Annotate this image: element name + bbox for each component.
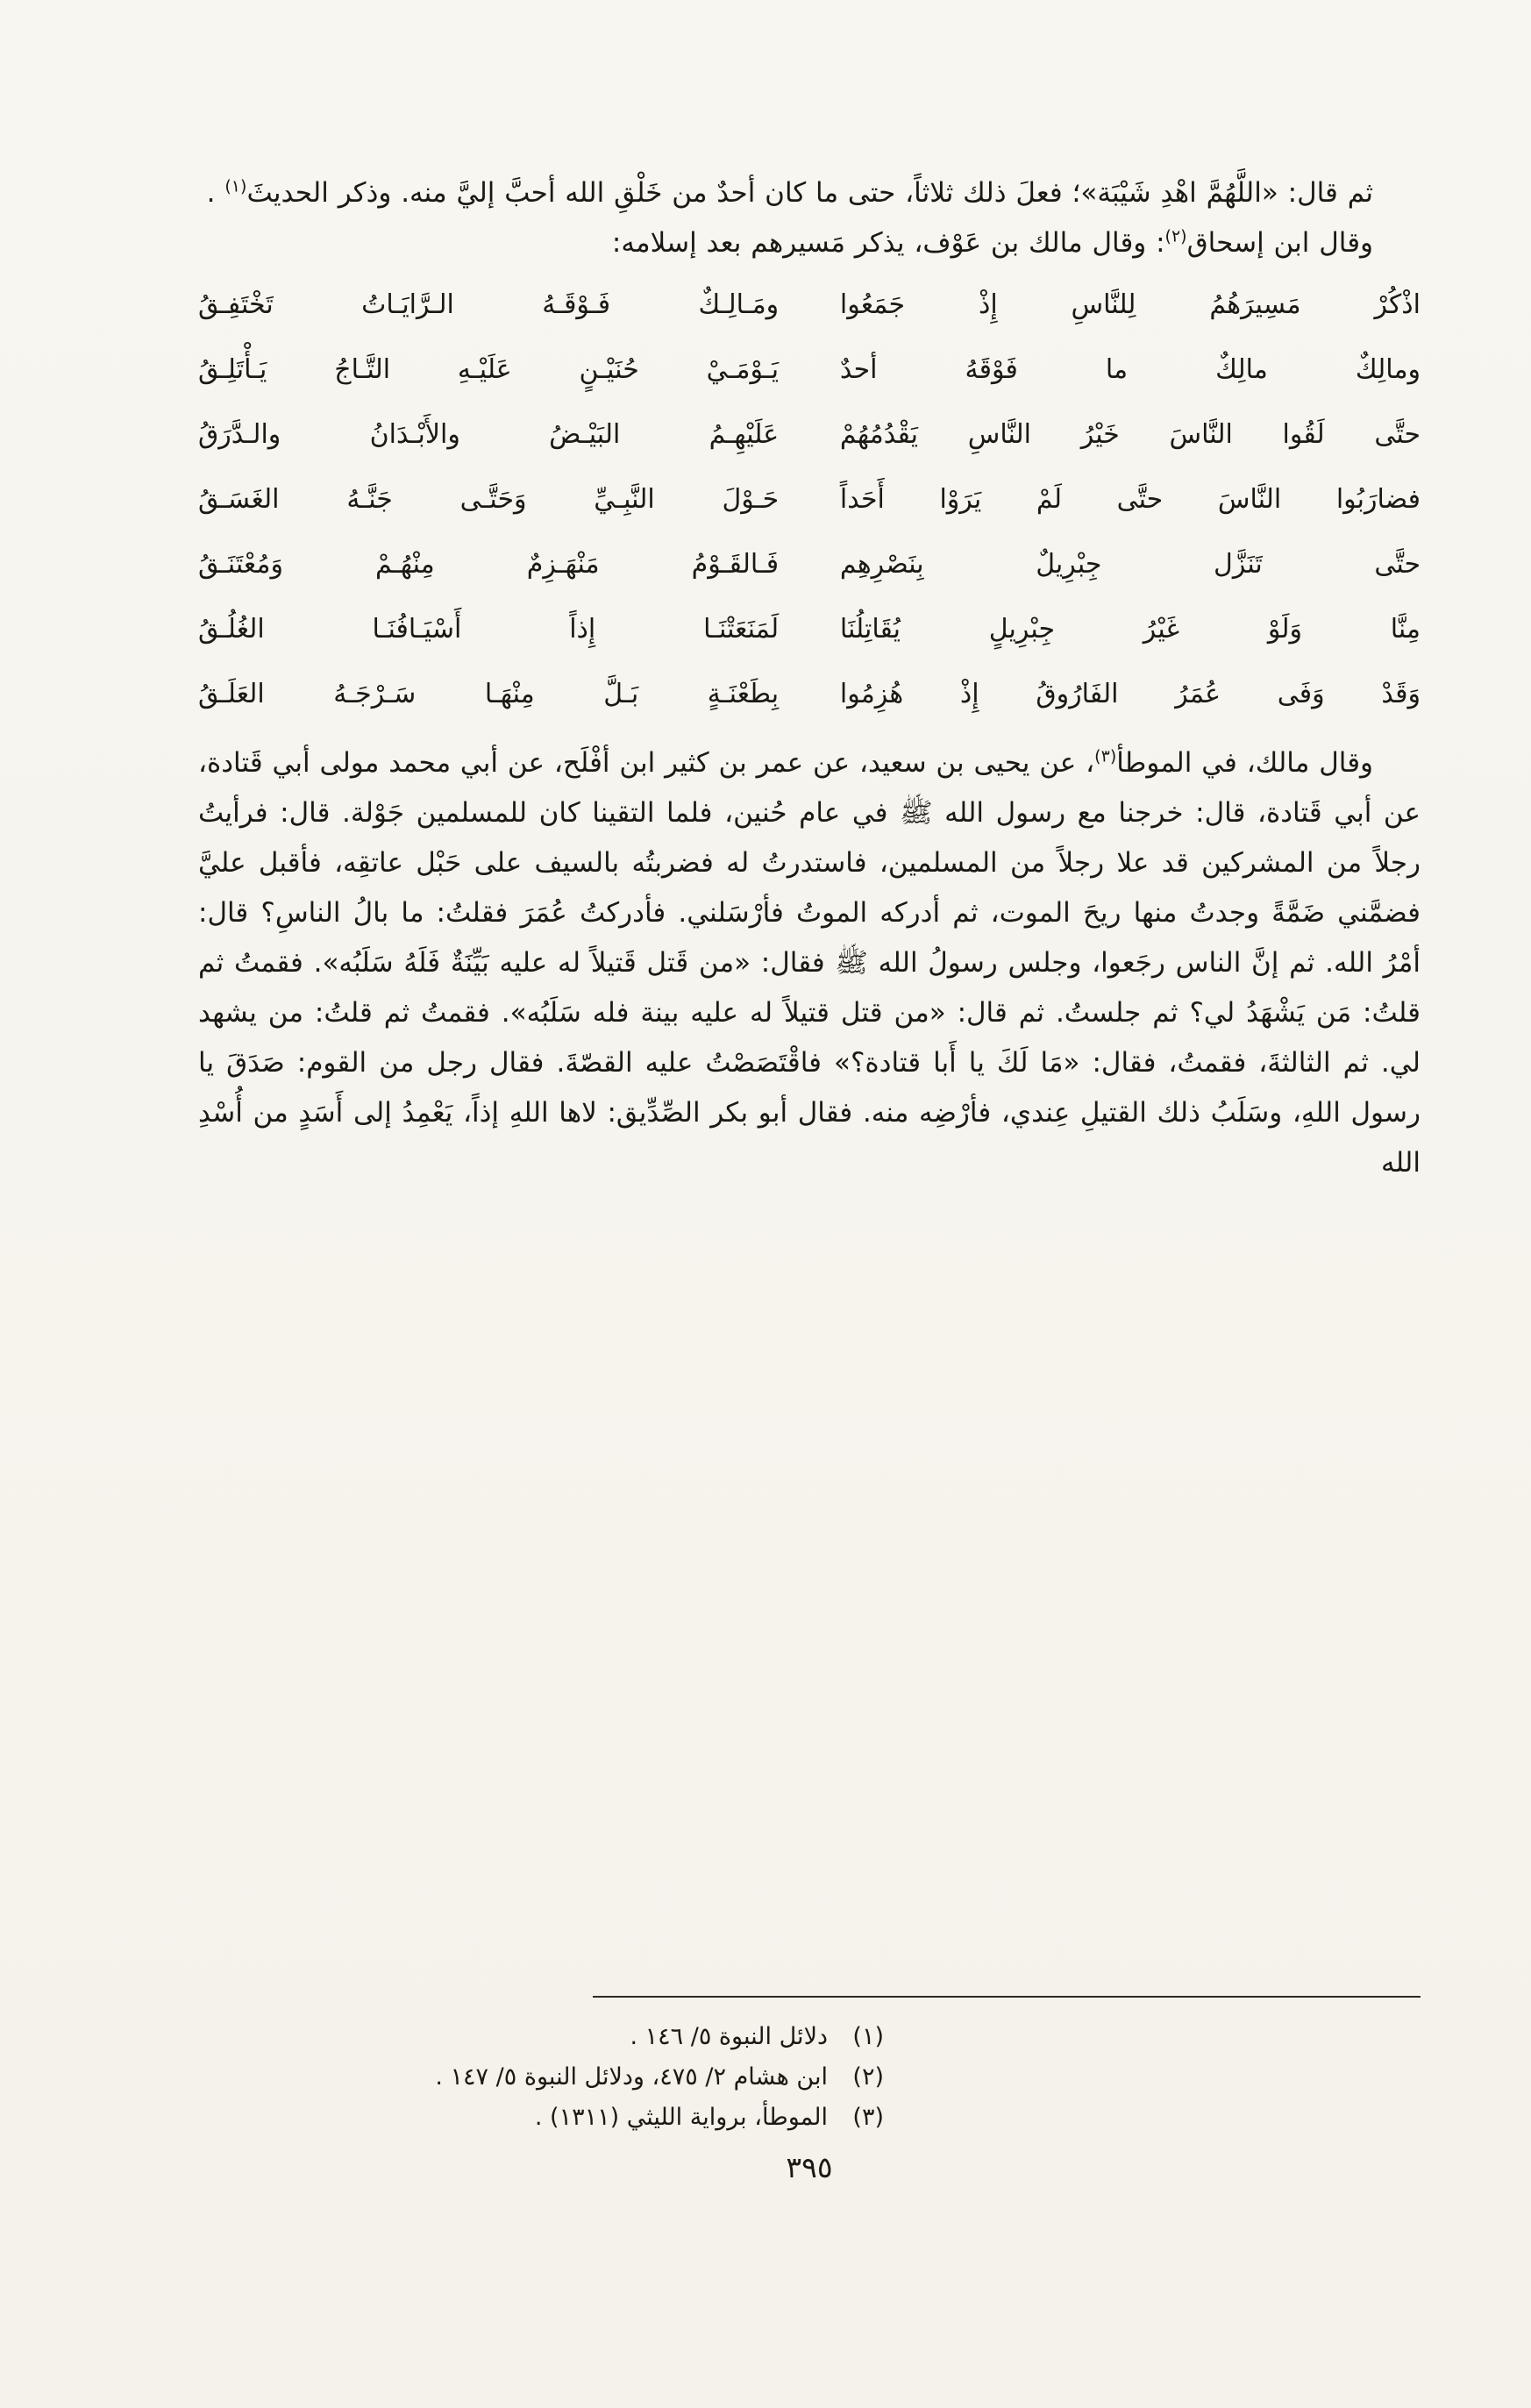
verse-line bbox=[198, 673, 1421, 716]
hemistich-first: ومالِكٌ مالِكٌ ما فَوْقَهُ أحدٌ bbox=[839, 354, 1421, 385]
verse-line bbox=[198, 609, 1421, 651]
paragraph-text: وقال ابن إسحاق bbox=[1186, 227, 1373, 259]
verse-line bbox=[198, 349, 1421, 391]
footnotes-section bbox=[198, 1996, 1421, 2138]
hemistich-first: حتَّى تَنَزَّل جِبْرِيلٌ بِنَصْرِهِم bbox=[839, 549, 1421, 580]
footnote-ref-2: (٢) bbox=[1164, 226, 1187, 246]
paragraph-muwatta-abu-qatada bbox=[198, 738, 1421, 1188]
footnote-text: ابن هشام ٢/ ٤٧٥، ودلائل النبوة ٥/ ١٤٧ . bbox=[435, 2063, 828, 2091]
hemistich-second: يَـوْمَـيْ حُنَيْـنٍ عَلَيْـهِ التَّـاجُ يَـأْتَلِـقُ bbox=[198, 354, 780, 385]
hemistich-first: اذْكُرْ مَسِيرَهُمُ لِلنَّاسِ إِذْ جَمَعُوا bbox=[839, 289, 1421, 320]
hemistich-first: مِنَّا وَلَوْ غَيْرُ جِبْرِيلٍ يُقَاتِلُنَا bbox=[839, 614, 1421, 645]
footnote-divider bbox=[593, 1996, 1421, 1998]
hemistich-first: فضارَبُوا النَّاسَ حتَّى لَمْ يَرَوْا أَحَداً bbox=[839, 484, 1421, 515]
paragraph-text: : وقال مالك بن عَوْف، يذكر مَسيرهم بعد إسلامه: bbox=[611, 227, 1165, 259]
hemistich-first: حتَّى لَقُوا النَّاسَ خَيْرُ النَّاسِ يَقْدُمُهُمْ bbox=[839, 419, 1421, 450]
footnote-text: دلائل النبوة ٥/ ١٤٦ . bbox=[630, 2023, 828, 2050]
verse-line bbox=[198, 479, 1421, 521]
paragraph-ibn-ishaq bbox=[198, 218, 1421, 268]
verse-line bbox=[198, 544, 1421, 586]
poem-malik-ibn-awf bbox=[198, 284, 1421, 716]
paragraph-hadith-shayba bbox=[198, 168, 1421, 218]
hemistich-second: لَمَنَعَتْنَـا إِذاً أَسْيَـافُنَـا الغُلُـقُ bbox=[198, 614, 780, 645]
hemistich-second: ومَـالِـكٌ فَـوْقَـهُ الـرَّايَـاتُ تَخْتَفِـقُ bbox=[198, 289, 780, 320]
footnote bbox=[198, 2098, 884, 2138]
footnote bbox=[198, 2057, 884, 2098]
main-text bbox=[198, 168, 1421, 1188]
hemistich-second: فَـالقَـوْمُ مَنْهَـزِمٌ مِنْهُـمْ وَمُعْتَنَـقُ bbox=[198, 549, 780, 580]
paragraph-text: ، عن يحيى بن سعيد، عن عمر بن كثير ابن أفْلَح، عن أبي محمد مولى أبي قَتادة، عن أبي قَتادة، قال: خرجنا مع رسول الله ﷺ في عام حُنين، فلما التقينا كان للمسلمين جَوْلة. قال: فرأيتُ رجلاً من المشركين قد علا رجلاً من المسلمين، فاستدرتُ له فضربتُه بالسيف على حَبْل عاتقِه، فأقبل عليَّ فضمَّني ضَمَّةً وجدتُ منها ريحَ الموت، ثم أدركه الموتُ فأرْسَلني. فأدركتُ عُمَرَ فقلتُ: ما بالُ الناسِ؟ قال: أمْرُ الله. ثم إنَّ الناس رجَعوا، وجلس رسولُ الله ﷺ فقال: «من قَتل قَتيلاً له عليه بَيِّنَةٌ فَلَهُ سَلَبُه». فقمتُ ثم قلتُ: مَن يَشْهَدُ لي؟ ثم جلستُ. ثم قال: «من قتل قتيلاً له عليه بينة فله سَلَبُه». فقمتُ ثم قلتُ: من يشهد لي. ثم الثالثةَ، فقمتُ، فقال: «مَا لَكَ يا أَبا قتادة؟» فاقْتَصَصْتُ عليه القصّةَ. فقال رجل من القوم: صَدَقَ يا رسول اللهِ، وسَلَبُ ذلك القتيلِ عِندي، فأرْضِه منه. فقال أبو بكر الصِّدِّيق: لاها اللهِ إذاً، يَعْمِدُ إلى أَسَدٍ من أُسْدِ الله bbox=[198, 747, 1421, 1179]
hemistich-second: عَلَيْهِـمُ البَيْـضُ والأَبْـدَانُ والـدَّرَقُ bbox=[198, 419, 780, 450]
paragraph-text: ثم قال: «اللَّهُمَّ اهْدِ شَيْبَة»؛ فعلَ ذلك ثلاثاً، حتى ما كان أحدٌ من خَلْقِ الله أحبَّ إليَّ منه. وذكر الحديثَ bbox=[246, 177, 1373, 209]
footnote-number: (١) bbox=[852, 2023, 884, 2050]
paragraph-text: . bbox=[206, 177, 225, 209]
hemistich-second: بِطَعْنَـةٍ بَـلَّ مِنْهَـا سَـرْجَـهُ العَلَـقُ bbox=[198, 679, 780, 709]
footnote-text: الموطأ، برواية الليثي (١٣١١) . bbox=[534, 2104, 828, 2131]
footnote-ref-3: (٣) bbox=[1094, 746, 1117, 766]
footnote-number: (٣) bbox=[852, 2104, 884, 2131]
footnote bbox=[198, 2017, 884, 2057]
paragraph-text: وقال مالك، في الموطأ bbox=[1116, 747, 1373, 779]
hemistich-second: حَـوْلَ النَّبِـيِّ وَحَتَّـى جَنَّـهُ الغَسَـقُ bbox=[198, 484, 780, 515]
footnote-list bbox=[198, 2017, 884, 2138]
verse-line bbox=[198, 414, 1421, 456]
footnote-number: (٢) bbox=[852, 2063, 884, 2091]
hemistich-first: وَقَدْ وَفَى عُمَرُ الفَارُوقُ إِذْ هُزِمُوا bbox=[839, 679, 1421, 709]
verse-line bbox=[198, 284, 1421, 326]
footnote-ref-1: (١) bbox=[224, 176, 247, 196]
page-number: ٣٩٥ bbox=[786, 2150, 833, 2184]
